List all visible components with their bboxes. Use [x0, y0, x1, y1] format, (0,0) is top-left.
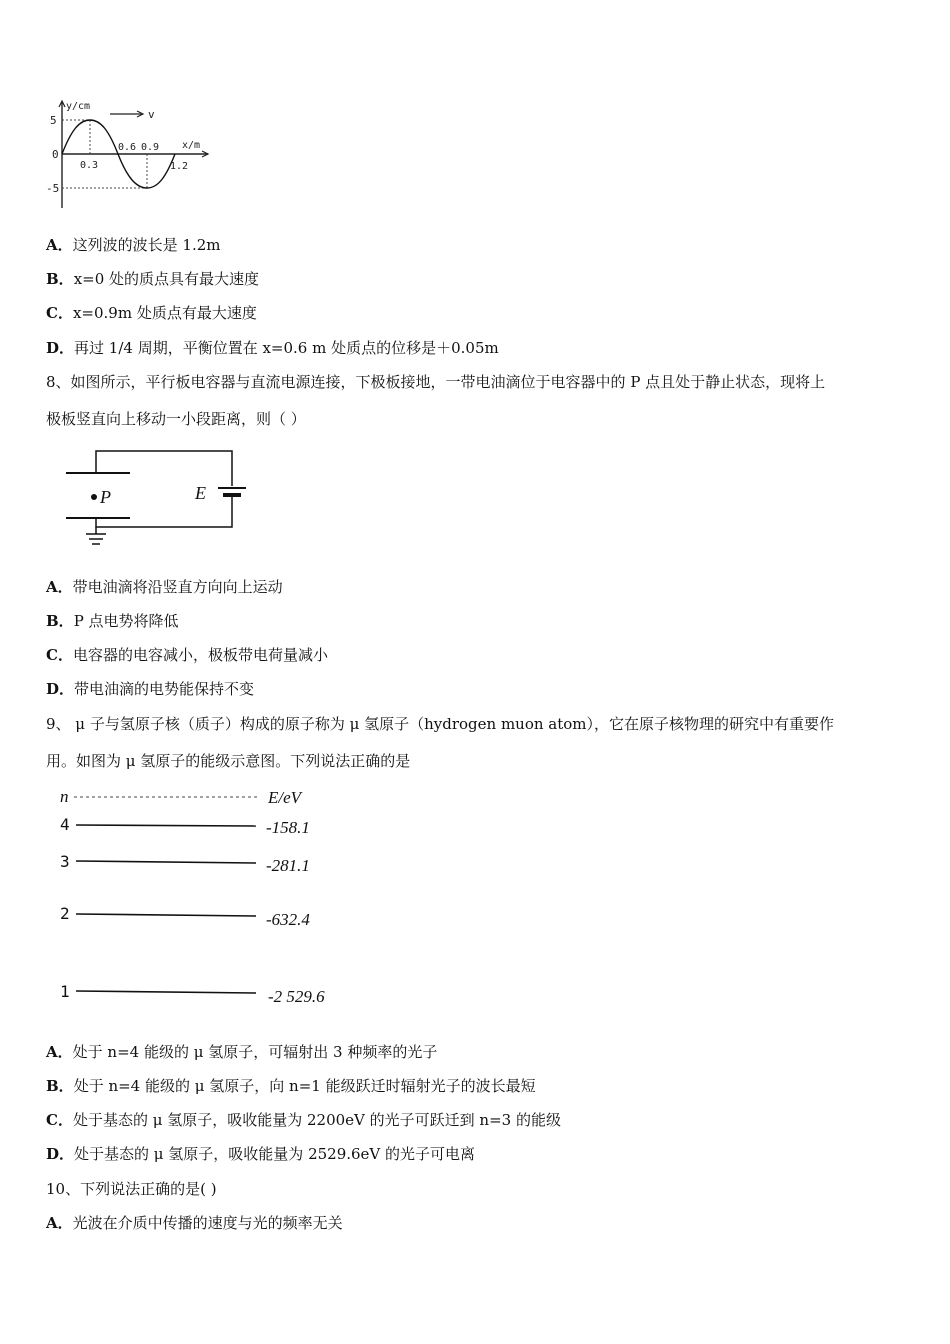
level-1-line: [76, 991, 256, 993]
level-3-n: 3: [60, 852, 70, 871]
q9-stem-line2: 用。如图为 μ 氢原子的能级示意图。下列说法正确的是: [46, 752, 411, 770]
q9-option-d: D．处于基态的 μ 氢原子，吸收能量为 2529.6eV 的光子可电离: [46, 1145, 476, 1163]
level-3-line: [76, 861, 256, 863]
q9-option-c: C．处于基态的 μ 氢原子，吸收能量为 2200eV 的光子可跃迁到 n=3 的能级: [46, 1111, 561, 1129]
wave-figure: [44, 98, 214, 213]
q7-option-c: C．x=0.9m 处质点有最大速度: [46, 304, 257, 322]
level-2-n: 2: [60, 904, 70, 923]
q8-stem-line1: 8、如图所示，平行板电容器与直流电源连接，下极板接地，一带电油滴位于电容器中的 P 点且处于静止状态，现将上: [46, 373, 826, 391]
q8-option-d: D．带电油滴的电势能保持不变: [46, 680, 255, 698]
y-axis-label: y/cm: [66, 101, 91, 112]
q9-option-a: A．处于 n=4 能级的 μ 氢原子，可辐射出 3 种频率的光子: [46, 1043, 438, 1061]
q8-option-b: B．P 点电势将降低: [46, 612, 179, 630]
oil-drop-point: [91, 494, 97, 500]
q7-option-b: B．x=0 处的质点具有最大速度: [46, 270, 260, 288]
x-tick-0.6: 0.6: [118, 142, 137, 153]
y-tick-neg5: -5: [46, 182, 60, 195]
level-1-energy: -2 529.6: [268, 987, 325, 1006]
level-4-line: [76, 825, 256, 826]
q9-stem-line1: 9、 μ 子与氢原子核（质子）构成的原子称为 μ 氢原子（hydrogen muon atom），它在原子核物理的研究中有重要作: [46, 715, 835, 733]
y-tick-0: 0: [52, 148, 59, 161]
level-2-line: [76, 914, 256, 916]
q7-option-d: D．再过 1/4 周期，平衡位置在 x=0.6 m 处质点的位移是＋0.05m: [46, 339, 499, 357]
source-e-label: E: [195, 483, 206, 503]
q8-option-a: A．带电油滴将沿竖直方向向上运动: [46, 578, 283, 596]
x-axis-label: x/m: [182, 140, 201, 151]
q9-option-b: B．处于 n=4 能级的 μ 氢原子，向 n=1 能级跃迁时辐射光子的波长最短: [46, 1077, 536, 1095]
q10-stem: 10、下列说法正确的是( ): [46, 1180, 217, 1198]
q10-option-a: A．光波在介质中传播的速度与光的频率无关: [46, 1214, 343, 1232]
energy-header: E/eV: [268, 788, 302, 807]
y-tick-5: 5: [50, 114, 57, 127]
x-tick-0.3: 0.3: [80, 160, 99, 171]
x-tick-0.9: 0.9: [141, 142, 160, 153]
q8-stem-line2: 极板竖直向上移动一小段距离，则（ ）: [46, 410, 306, 428]
q7-option-a: A．这列波的波长是 1.2m: [46, 236, 221, 254]
level-4-n: 4: [60, 815, 70, 834]
x-tick-1.2: 1.2: [170, 161, 189, 172]
level-4-energy: -158.1: [266, 818, 310, 837]
q8-option-c: C．电容器的电容减小，极板带电荷量减小: [46, 646, 328, 664]
n-header: n: [60, 787, 69, 806]
energy-level-figure: [56, 782, 356, 1012]
level-2-energy: -632.4: [266, 910, 310, 929]
level-3-energy: -281.1: [266, 856, 310, 875]
level-1-n: 1: [60, 982, 70, 1001]
point-p-label: P: [100, 487, 111, 507]
capacitor-circuit-figure: [60, 446, 260, 556]
velocity-label: v: [148, 108, 155, 121]
